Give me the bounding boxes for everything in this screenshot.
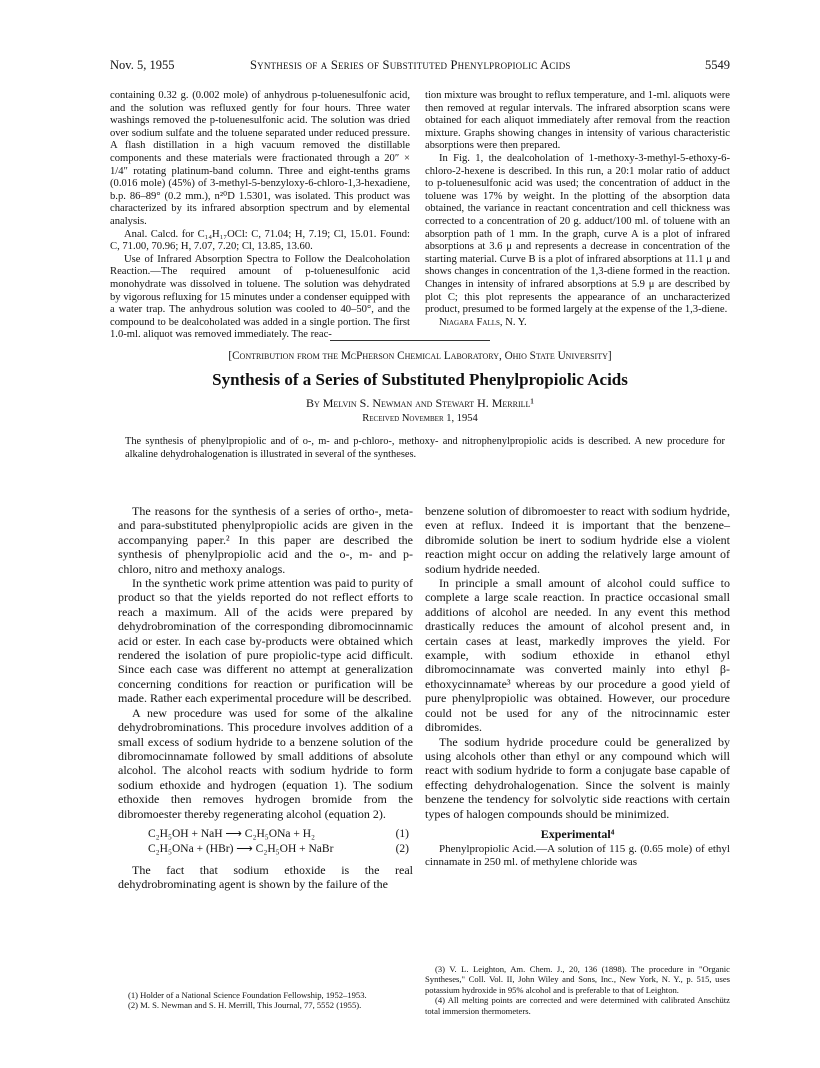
header-date: Nov. 5, 1955 (110, 58, 175, 72)
section-divider (330, 340, 490, 341)
article-title: Synthesis of a Series of Substituted Phenylpropiolic Acids (212, 370, 628, 389)
prev-paragraph: In Fig. 1, the dealcoholation of 1-methoxy-3-methyl-5-ethoxy-6-chloro-2-hexene is described. In this run, a 20:1 molar ratio of adduct to p-toluenesulfonic acid was used; the concentration of adduct in the toluene was 17% by weight. In the plotting of the absorption data obtained, the variance in reactant concentration and cell thickness was corrected to a concentration of 20 g. adduct/100 ml. of toluene with an absorption path of 1 mm. In the graph, curve A is a plot of infrared absorptions at 3.6 μ and represents a decrease in concentration of the starting material. Curve B is a plot of infrared absorptions at 11.1 μ and shows changes in concentration of the 1,3-diene formed in the reaction. Changes in intensity of infrared absorptions at 5.9 μ are described by plot C; this plot represents the appearance of an uncharacterized product, presumed to be formed largely at the expense of the 1,3-diene. (425, 152, 730, 316)
prev-paragraph: tion mixture was brought to reflux temperature, and 1-ml. aliquots were then removed at regular intervals. The infrared absorption scans were obtained for each aliquot immediately after removal from the reaction mixture. Graphs showing changes in intensity of various characteristic absorptions were then prepared. (425, 90, 730, 152)
body-paragraph: In the synthetic work prime attention was paid to purity of product so that the yields reported do not reflect efforts to reach a maximum. All of the acids were prepared by dehydrobromination of the corresponding dibromocinnamic acid or ester. In each case by-products were obtained which rendered the isolation of pure propiolic-type acid difficult. Since each case was different no attempt at generalization concerning conditions for reaction or purification will be made. Rather each experimental procedure will be described. (118, 576, 413, 706)
abstract: The synthesis of phenylpropiolic and of o-, m- and p-chloro-, methoxy- and nitrophenylpropiolic acids is described. A new procedure for alkaline dehydrohalogenation is illustrated in several of the syntheses. (125, 436, 725, 460)
prev-article-column-left (110, 90, 410, 342)
body-paragraph: The reasons for the synthesis of a series of ortho-, meta- and para-substituted phenylpropiolic acids are given in the accompanying paper.² In this paper are described the synthesis of phenylpropiolic acid and the o-, m- and p-chloro, nitro and methoxy analogs. (118, 504, 413, 576)
footnote: (1) Holder of a National Science Foundation Fellowship, 1952–1953. (128, 990, 367, 1000)
experimental-paragraph: Phenylpropiolic Acid.—A solution of 115 g. (0.65 mole) of ethyl cinnamate in 250 ml. of methylene chloride was (425, 843, 730, 869)
body-paragraph: The fact that sodium ethoxide is the real dehydrobrominating agent is shown by the failure of the (118, 862, 413, 892)
body-paragraph: In principle a small amount of alcohol could suffice to complete a large scale reaction. In practice occasional small additions of alcohol are needed. In any event this method drastically reduces the amount of alcohol present and, in certain cases at least, markedly improves the yield. For example, with sodium ethoxide in ethanol ethyl dibromocinnamate was converted mainly into ethyl β-ethoxycinnamate³ whereas by our procedure a good yield of pure phenylpropiolic was obtained. However, our procedure could not be used for any of the nitrocinnamic ester dibromides. (425, 576, 730, 735)
footnote: (2) M. S. Newman and S. H. Merrill, This Journal, 77, 5552 (1955). (128, 1000, 362, 1011)
body-paragraph: benzene solution of dibromoester to react with sodium hydride, even at reflux. Indeed it is important that the benzene–dibromide solution be inert to sodium hydride else a violent reaction might occur on adding the relatively large amount of sodium hydride needed. (425, 504, 730, 576)
footnotes-left (118, 990, 413, 1011)
experimental-heading: Experimental⁴ (540, 826, 615, 841)
header-running-title: Synthesis of a Series of Substituted Phenylpropiolic Acids (250, 58, 571, 72)
prev-paragraph: Anal. Calcd. for C₁₄H₁₇OCl: C, 71.04; H, 7.19; Cl, 15.01. Found: C, 71.00, 70.96; H, 7.07, 7.20; Cl, 13.85, 13.60. (110, 228, 410, 253)
footnotes-right (425, 964, 730, 1016)
received-date: Received November 1, 1954 (362, 413, 478, 424)
prev-paragraph: Use of Infrared Absorption Spectra to Follow the Dealcoholation Reaction.—The required amount of p-toluenesulfonic acid monohydrate was dissolved in toluene. The solution was dehydrated by vigorous refluxing for 15 minutes under a condenser equipped with a water trap. The anhydrous solution was cooled to 40–50°, and the compound to be dealcoholated was added in a single portion. The first 1.0-ml. aliquot was removed immediately. The reac- (110, 253, 410, 341)
equations (118, 827, 413, 857)
body-column-left (118, 504, 413, 892)
footnote: (3) V. L. Leighton, Am. Chem. J., 20, 136 (1898). The procedure in "Organic Syntheses," Coll. Vol. II, John Wiley and Sons, Inc., New York, N. Y., p. 515, uses potassium hydroxide in 95% alcohol and is preferable to that of Leighton. (425, 964, 730, 995)
body-paragraph: A new procedure was used for some of the alkaline dehydrobrominations. This procedure involves addition of a small excess of sodium hydride to a benzene solution of the dibromocinnamate followed by small additions of absolute alcohol. The alcohol reacts with sodium hydride to form sodium ethoxide and hydrogen (equation 1). The sodium ethoxide then removes hydrogen bromide from the dibromoester thereby regenerating alcohol (equation 2). (118, 705, 413, 821)
equation-1: C₂H₅OH + NaH ⟶ C₂H₅ONa + H₂ (1) (148, 827, 409, 840)
article-authors: By Melvin S. Newman and Stewart H. Merrill¹ (305, 396, 535, 410)
body-column-right (425, 504, 730, 869)
prev-paragraph: containing 0.32 g. (0.002 mole) of anhydrous p-toluenesulfonic acid, and the solution was refluxed gently for four hours. Three water washings removed the p-toluenesulfonic acid. The solution was dried over sodium sulfate and the toluene separated under reduced pressure. A flash distillation in a high vacuum removed the distillable components and these materials were fractionated through a 20″ × 1/4″ rotating platinum-band column. Three and eight-tenths grams (0.016 mole) (45%) of 3-methyl-5-benzyloxy-6-chloro-1,3-hexadiene, b.p. 86–89° (0.2 mm.), n²⁰D 1.5301, was isolated. This product was characterized by its infrared absorption spectrum and by elemental analysis. (110, 90, 410, 227)
running-header (110, 58, 730, 76)
body-paragraph: The sodium hydride procedure could be generalized by using alcohols other than ethyl or any compound which will react with sodium hydride to form a conjugate base capable of effecting dehydrohalogenation. Since the solvent is mainly benzene the tendency for solvolytic side reactions with certain types of halogen compounds should be minimized. (425, 734, 730, 821)
prev-article-column-right (425, 90, 730, 329)
header-page-number: 5549 (705, 58, 730, 72)
prev-location: Niagara Falls, N. Y. (439, 316, 527, 328)
contribution-line: [Contribution from the McPherson Chemical Laboratory, Ohio State University] (228, 350, 612, 362)
equation-2: C₂H₅ONa + (HBr) ⟶ C₂H₅OH + NaBr (2) (148, 842, 409, 855)
footnote: (4) All melting points are corrected and were determined with calibrated Anschütz total immersion thermometers. (425, 995, 730, 1016)
